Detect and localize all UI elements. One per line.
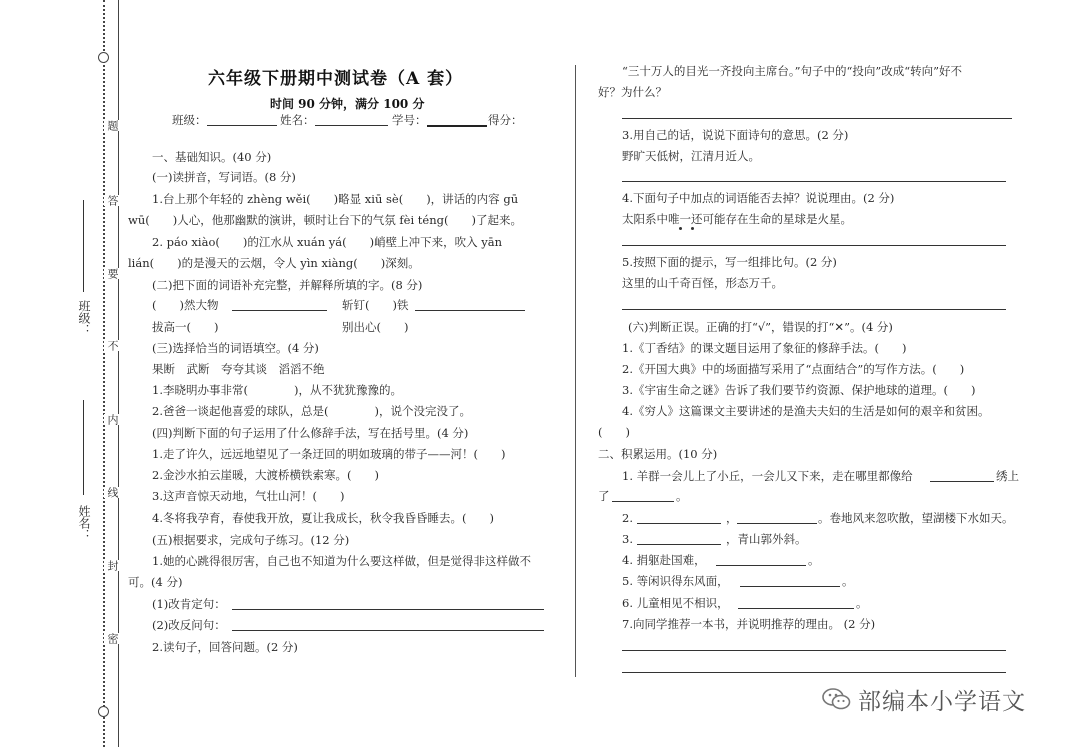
binding-word: 不 xyxy=(106,340,119,351)
answer-line[interactable] xyxy=(232,630,544,631)
binding-word: 内 xyxy=(106,414,119,425)
question-line: 2.《开国大典》中的场面描写采用了“点面结合”的写作方法。( ) xyxy=(622,362,965,376)
question-line: 5.按照下面的提示，写一组排比句。(2 分) xyxy=(622,255,837,269)
answer-line[interactable] xyxy=(232,609,544,610)
question-number: 2. xyxy=(622,511,633,525)
binding-word: 题 xyxy=(106,120,119,131)
question-line: (1)改肯定句： xyxy=(152,597,226,611)
answer-blank[interactable] xyxy=(740,586,840,587)
name-blank[interactable] xyxy=(315,125,388,126)
question-line: “三十万人的目光一齐投向主席台。”句子中的“投向”改成“转向”好不 xyxy=(622,64,963,78)
question-line: 2.金沙水拍云崖暖，大渡桥横铁索寒。( ) xyxy=(152,468,379,482)
question-line: wū( )人心，他那幽默的演讲，顿时让台下的气氛 fèi téng( )了起来。 xyxy=(128,213,522,227)
question-line: 6. 儿童相见不相识， xyxy=(622,596,729,610)
section-heading: 二、积累运用。(10 分) xyxy=(598,447,718,461)
question-line: 7.向同学推荐一本书，并说明推荐的理由。 (2 分) xyxy=(622,617,876,631)
question-heading: (三)选择恰当的词语填空。(4 分) xyxy=(152,341,319,355)
question-heading: (五)根据要求，完成句子练习。(12 分) xyxy=(152,533,350,547)
binding-name-label: 姓名： xyxy=(77,505,91,541)
explain-blank[interactable] xyxy=(415,310,525,311)
watermark-text: 部编本小学语文 xyxy=(858,688,1026,715)
fill-word: 拔高一( ) xyxy=(152,320,219,334)
binding-word: 封 xyxy=(106,560,119,571)
question-line: 2.爸爸一谈起他喜爱的球队，总是( )，说个没完没了。 xyxy=(152,404,471,418)
question-line: ( ) xyxy=(598,425,630,439)
question-heading: (四)判断下面的句子运用了什么修辞手法，写在括号里。(4 分) xyxy=(152,426,469,440)
wechat-icon xyxy=(822,686,852,712)
answer-line[interactable] xyxy=(622,309,1006,310)
exam-time: 时间 90 分钟，满分 100 分 xyxy=(270,97,425,111)
column-divider xyxy=(575,65,576,677)
answer-line[interactable] xyxy=(622,672,1006,673)
binding-name-line xyxy=(83,400,84,495)
answer-blank[interactable] xyxy=(930,481,994,482)
watermark xyxy=(822,682,1026,716)
score-label: 得分： xyxy=(488,113,523,127)
question-text: ，青山郭外斜。 xyxy=(726,532,807,546)
answer-line[interactable] xyxy=(622,245,1006,246)
question-line: 1.李晓明办事非常( )，从不犹犹豫豫的。 xyxy=(152,383,402,397)
word-bank: 果断 武断 夸夸其谈 滔滔不绝 xyxy=(152,362,325,376)
question-line: 4. 捐躯赴国难， xyxy=(622,553,706,567)
explain-blank[interactable] xyxy=(232,310,327,311)
emphasis-dot xyxy=(679,227,682,230)
answer-blank[interactable] xyxy=(716,565,806,566)
question-text: 绣上 xyxy=(996,469,1019,483)
question-text: 。 xyxy=(842,574,854,588)
binding-class-line xyxy=(83,200,84,292)
answer-line[interactable] xyxy=(622,118,1012,119)
question-line: lián( )的是漫天的云烟，令人 yìn xiàng( )深刻。 xyxy=(128,256,420,270)
answer-blank[interactable] xyxy=(637,523,721,524)
question-heading: (一)读拼音，写词语。(8 分) xyxy=(152,170,296,184)
question-line: 2. páo xiào( )的江水从 xuán yá( )峭壁上冲下来，吹入 yān xyxy=(152,235,503,249)
binding-word: 密 xyxy=(106,633,119,644)
question-text: 。 xyxy=(808,553,820,567)
question-line: 这里的山千奇百怪，形态万千。 xyxy=(622,276,783,290)
answer-line[interactable] xyxy=(622,650,1006,651)
emphasis-dot xyxy=(691,227,694,230)
question-line: 1.她的心跳得很厉害，自己也不知道为什么要这样做，但是觉得非这样做不 xyxy=(152,554,531,568)
binding-circle-bottom xyxy=(98,706,109,717)
answer-blank[interactable] xyxy=(637,544,721,545)
binding-circle-top xyxy=(98,52,109,63)
binding-word: 答 xyxy=(106,195,119,206)
question-line: 4.下面句子中加点的词语能否去掉？说说理由。(2 分) xyxy=(622,191,895,205)
question-line: 3.这声音惊天动地，气壮山河！( ) xyxy=(152,489,345,503)
question-line: 1.台上那个年轻的 zhèng wěi( )略显 xiū sè( )，讲话的内容 gū xyxy=(152,192,519,206)
question-line: 好？为什么？ xyxy=(598,85,667,99)
question-line: 野旷天低树，江清月近人。 xyxy=(622,149,760,163)
question-line: 1.《丁香结》的课文题目运用了象征的修辞手法。( ) xyxy=(622,341,907,355)
binding-word: 要 xyxy=(106,268,119,279)
question-number: 3. xyxy=(622,532,633,546)
question-line: 太阳系中唯一还可能存在生命的星球是火星。 xyxy=(622,212,852,226)
name-label: 姓名： xyxy=(280,113,315,127)
question-line: 5. 等闲识得东风面， xyxy=(622,574,729,588)
question-text: 。 xyxy=(856,596,868,610)
binding-word: 线 xyxy=(106,487,119,498)
question-line: 3.用自己的话，说说下面诗句的意思。(2 分) xyxy=(622,128,849,142)
fill-word: ( )然大物 xyxy=(152,298,219,312)
question-line: 1. 羊群一会儿上了小丘，一会儿又下来，走在哪里都像给 xyxy=(622,469,913,483)
question-line: 4.《穷人》这篇课文主要讲述的是渔夫夫妇的生活是如何的艰辛和贫困。 xyxy=(622,404,990,418)
class-blank[interactable] xyxy=(207,125,277,126)
binding-class-label: 班级： xyxy=(77,300,91,336)
question-text: ， xyxy=(726,511,738,525)
question-heading: (六)判断正误。正确的打“√”，错误的打“✕”。(4 分) xyxy=(628,320,893,334)
question-text: 了 xyxy=(598,489,610,503)
question-text: 。卷地风来忽吹散，望湖楼下水如天。 xyxy=(818,511,1014,525)
page-title: 六年级下册期中测试卷（A 套） xyxy=(208,69,464,89)
question-line: 4.冬将我孕育，春使我开放，夏让我成长，秋令我昏昏睡去。( ) xyxy=(152,511,494,525)
question-text: 。 xyxy=(676,489,688,503)
student-id-blank[interactable] xyxy=(427,125,487,127)
question-line: 3.《宇宙生命之谜》告诉了我们要节约资源、保护地球的道理。( ) xyxy=(622,383,976,397)
fill-word: 斩钉( )铁 xyxy=(342,298,409,312)
answer-blank[interactable] xyxy=(737,523,817,524)
question-line: 2.读句子，回答问题。(2 分) xyxy=(152,640,298,654)
question-heading: (二)把下面的词语补充完整，并解释所填的字。(8 分) xyxy=(152,278,423,292)
fill-word: 别出心( ) xyxy=(342,320,409,334)
answer-blank[interactable] xyxy=(738,608,854,609)
student-id-label: 学号： xyxy=(392,113,427,127)
question-line: (2)改反问句： xyxy=(152,618,226,632)
answer-line[interactable] xyxy=(622,181,1006,182)
section-heading: 一、基础知识。(40 分) xyxy=(152,150,272,164)
class-label: 班级： xyxy=(172,113,207,127)
question-line: 可。(4 分) xyxy=(128,575,183,589)
question-line: 1.走了许久，远远地望见了一条迂回的明如玻璃的带子——河！( ) xyxy=(152,447,506,461)
answer-blank[interactable] xyxy=(612,501,674,502)
